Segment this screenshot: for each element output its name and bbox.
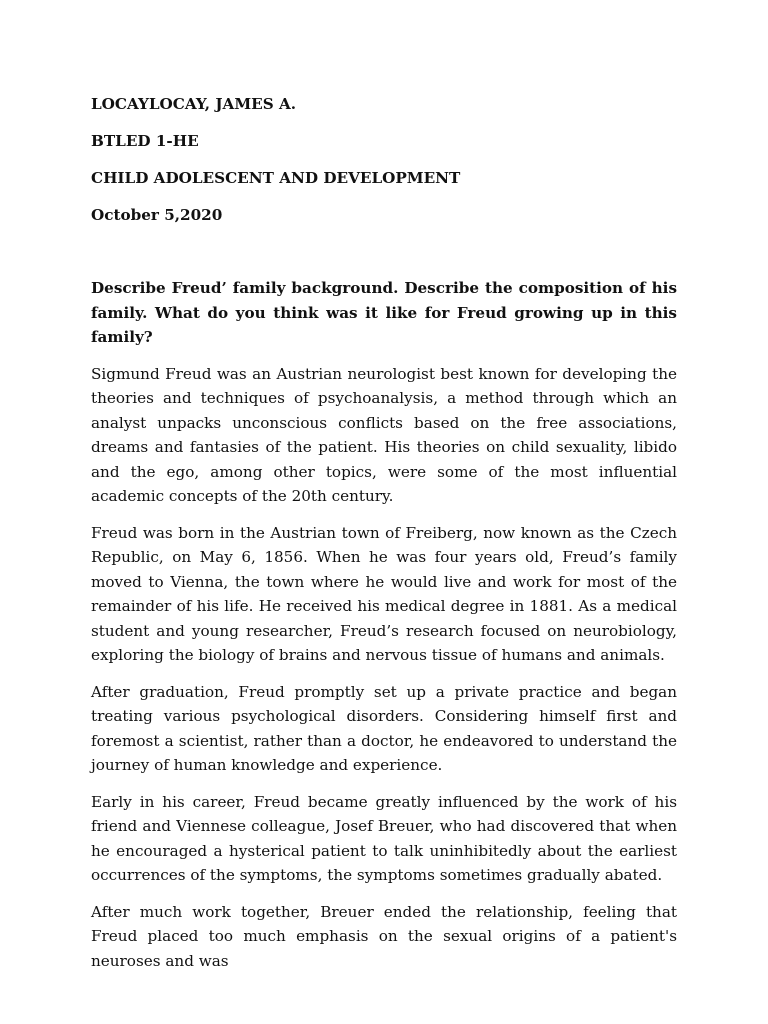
submission-date: October 5,2020 bbox=[91, 206, 223, 224]
paragraph-intro: Sigmund Freud was an Austrian neurologist best known for developing the theories and techniques of psychoanalysis, a method through which an analyst unpacks unconscious conflicts based on the free associations, dreams and fantasies of the patient. His theories on child sexuality, libido and the ego, among other topics, were some of the most influential academic concepts of the 20th century. bbox=[91, 364, 677, 505]
paragraph-breuer: Early in his career, Freud became greatly influenced by the work of his friend and Viennese colleague, Josef Breuer, who had discovered that when he encouraged a hysterical patient to talk uninhibitedly about the earliest occurrences of the symptoms, the symptoms sometimes gradually abated. bbox=[91, 792, 677, 884]
paragraph-relationship-end: After much work together, Breuer ended the relationship, feeling that Freud placed too much emphasis on the sexual origins of a patient's neuroses and was bbox=[91, 902, 677, 970]
course-title: CHILD ADOLESCENT AND DEVELOPMENT bbox=[91, 169, 461, 187]
student-name: LOCAYLOCAY, JAMES A. bbox=[91, 95, 297, 113]
paragraph-practice: After graduation, Freud promptly set up a private practice and began treating various psychological disorders. Considering himself first and foremost a scientist, rather than a doctor, he endeavored to understand the journey of human knowledge and experience. bbox=[91, 682, 677, 774]
paragraph-early-life: Freud was born in the Austrian town of Freiberg, now known as the Czech Republic, on May 6, 1856. When he was four years old, Freud’s family moved to Vienna, the town where he would live and work for most of the remainder of his life. He received his medical degree in 1881. As a medical student and young researcher, Freud’s research focused on neurobiology, exploring the biology of brains and nervous tissue of humans and animals. bbox=[91, 523, 677, 664]
document-body bbox=[91, 93, 677, 985]
essay-question: Describe Freud’ family background. Describe the composition of his family. What do you think was it like for Freud growing up in this family? bbox=[91, 279, 677, 346]
student-section: BTLED 1-HE bbox=[91, 132, 199, 150]
